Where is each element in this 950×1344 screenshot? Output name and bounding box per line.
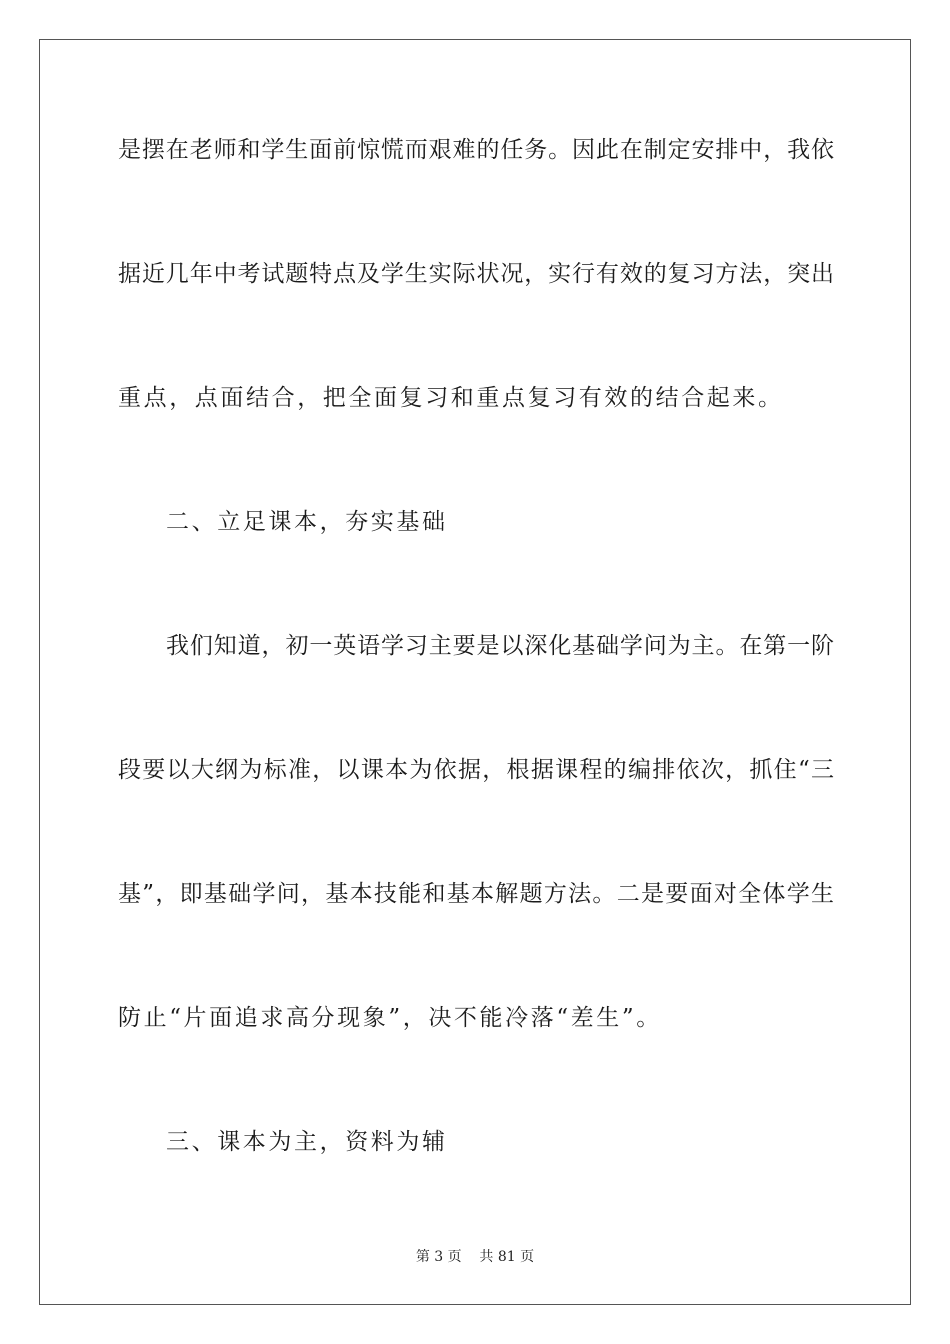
page-number: 第 3 页 共 81 页 [415, 1249, 535, 1265]
paragraph-line: 是摆在老师和学生面前惊慌而艰难的任务。因此在制定安排中，我依 [118, 137, 834, 163]
paragraph-line: 我们知道，初一英语学习主要是以深化基础学问为主。在第一阶 [166, 633, 834, 659]
page-border [39, 39, 911, 1305]
paragraph-line: 重点，点面结合，把全面复习和重点复习有效的结合起来。 [118, 385, 784, 411]
section-heading: 三、课本为主，资料为辅 [166, 1129, 448, 1155]
paragraph-line: 段要以大纲为标准，以课本为依据，根据课程的编排依次，抓住“三 [118, 757, 834, 783]
section-heading: 二、立足课本，夯实基础 [166, 509, 448, 535]
paragraph-line: 基”，即基础学问，基本技能和基本解题方法。二是要面对全体学生 [118, 881, 834, 907]
paragraph-line: 防止“片面追求高分现象”，决不能冷落“差生”。 [118, 1005, 662, 1031]
paragraph-line: 据近几年中考试题特点及学生实际状况，实行有效的复习方法，突出 [118, 261, 834, 287]
